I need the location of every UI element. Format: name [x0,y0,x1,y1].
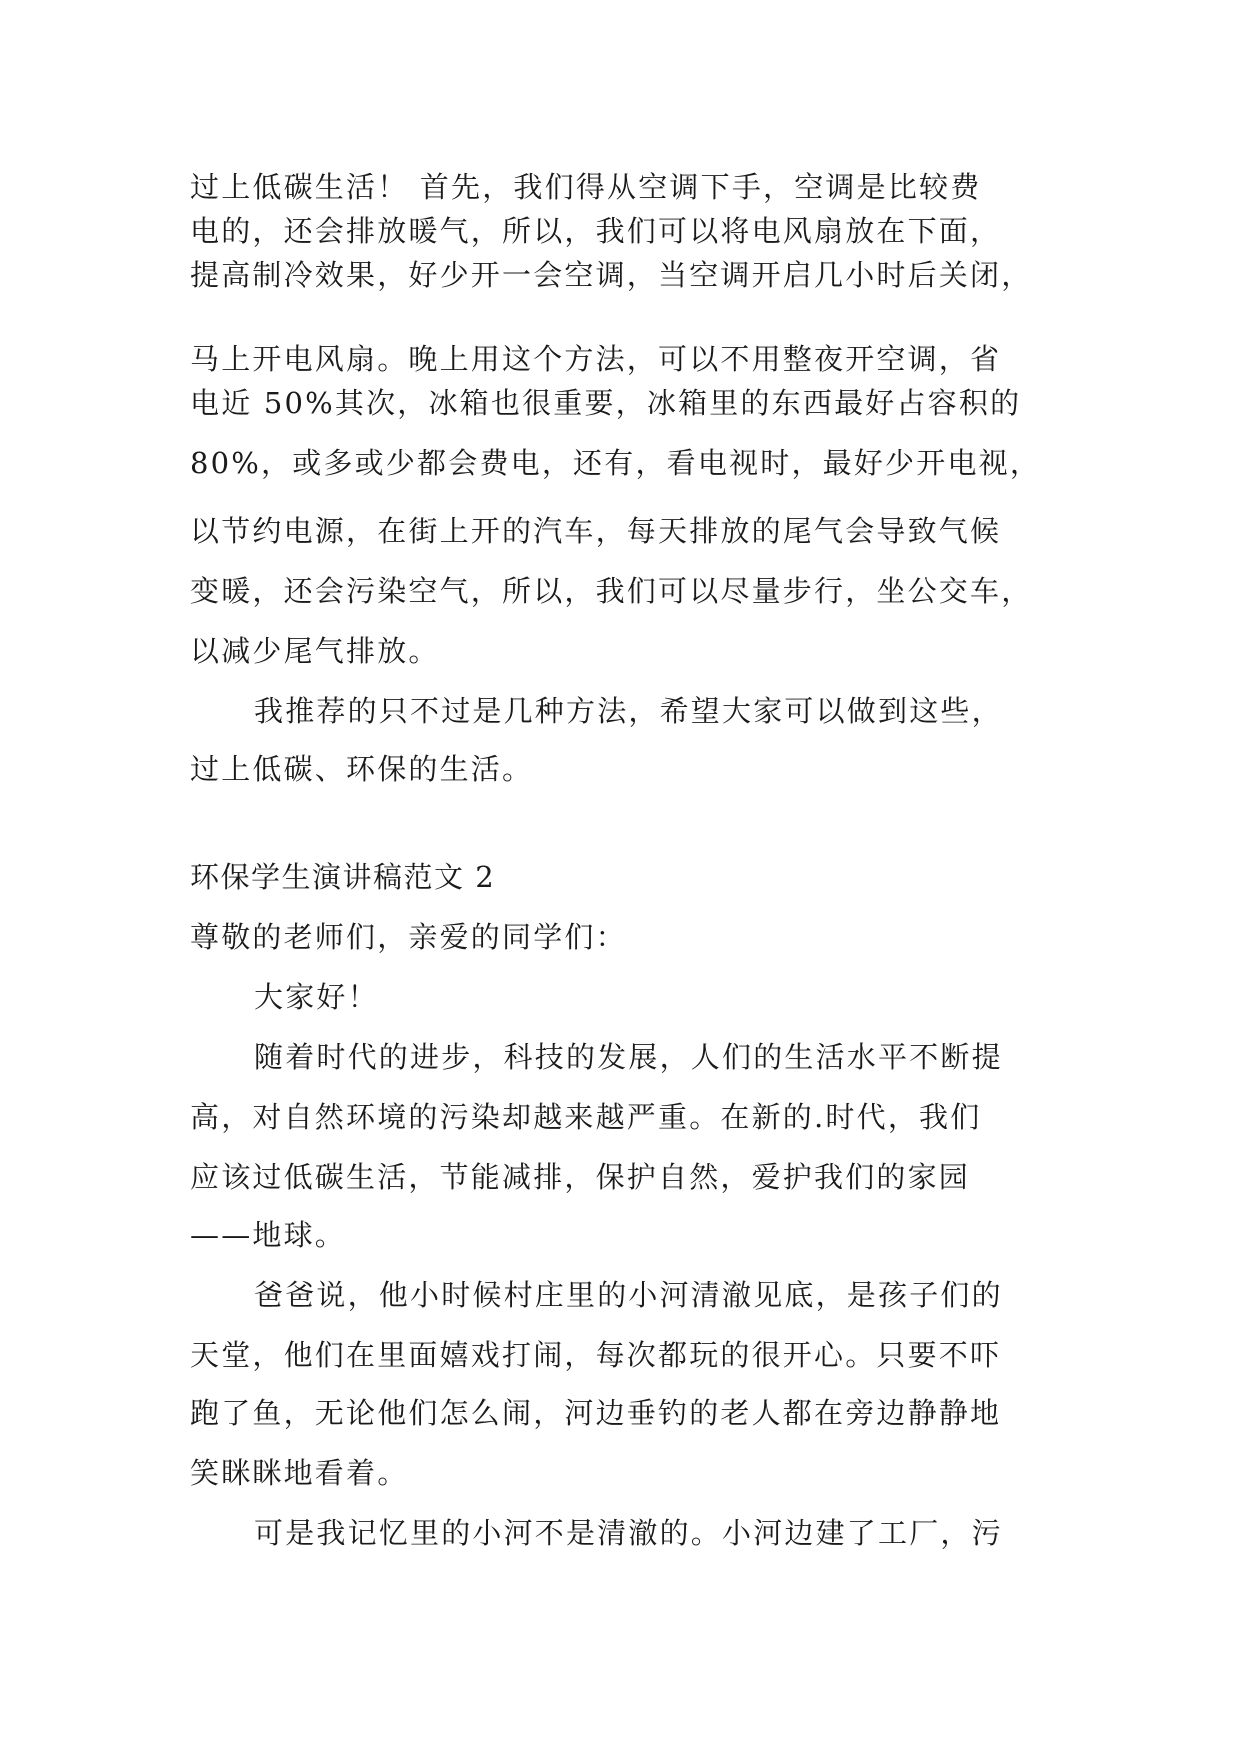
salutation: 尊敬的老师们，亲爱的同学们： [190,920,627,954]
text-line: 以减少尾气排放。 [190,634,440,668]
text-line: 变暖，还会污染空气，所以，我们可以尽量步行，坐公交车， [190,574,1033,608]
text-line: 可是我记忆里的小河不是清澈的。小河边建了工厂，污 [254,1516,1003,1550]
text-line: ——地球。 [190,1218,347,1252]
section-title: 环保学生演讲稿范文 2 [190,860,496,894]
greeting: 大家好！ [254,980,379,1014]
text-line: 我推荐的只不过是几种方法，希望大家可以做到这些， [254,694,1003,728]
text-line: 笑眯眯地看着。 [190,1456,409,1490]
text-line: 过上低碳生活！ 首先，我们得从空调下手，空调是比较费 [190,170,982,204]
text-line: 提高制冷效果，好少开一会空调，当空调开启几小时后关闭， [190,258,1033,292]
text-line: 爸爸说，他小时候村庄里的小河清澈见底，是孩子们的 [254,1278,1003,1312]
text-line: 跑了鱼，无论他们怎么闹，河边垂钓的老人都在旁边静静地 [190,1396,1002,1430]
text-line: 80%，或多或少都会费电，还有，看电视时，最好少开电视， [190,446,1042,480]
text-line: 高，对自然环境的污染却越来越严重。在新的.时代，我们 [190,1100,982,1134]
text-line: 天堂，他们在里面嬉戏打闹，每次都玩的很开心。只要不吓 [190,1338,1002,1372]
text-line: 电近 50%其次，冰箱也很重要，冰箱里的东西最好占容积的 [190,386,1022,420]
text-line: 马上开电风扇。晚上用这个方法，可以不用整夜开空调，省 [190,342,1002,376]
text-line: 过上低碳、环保的生活。 [190,752,534,786]
text-line: 电的，还会排放暖气，所以，我们可以将电风扇放在下面， [190,214,1002,248]
text-line: 随着时代的进步，科技的发展，人们的生活水平不断提 [254,1040,1003,1074]
text-line: 以节约电源，在街上开的汽车，每天排放的尾气会导致气候 [190,514,1002,548]
text-line: 应该过低碳生活，节能减排，保护自然，爱护我们的家园 [190,1160,971,1194]
